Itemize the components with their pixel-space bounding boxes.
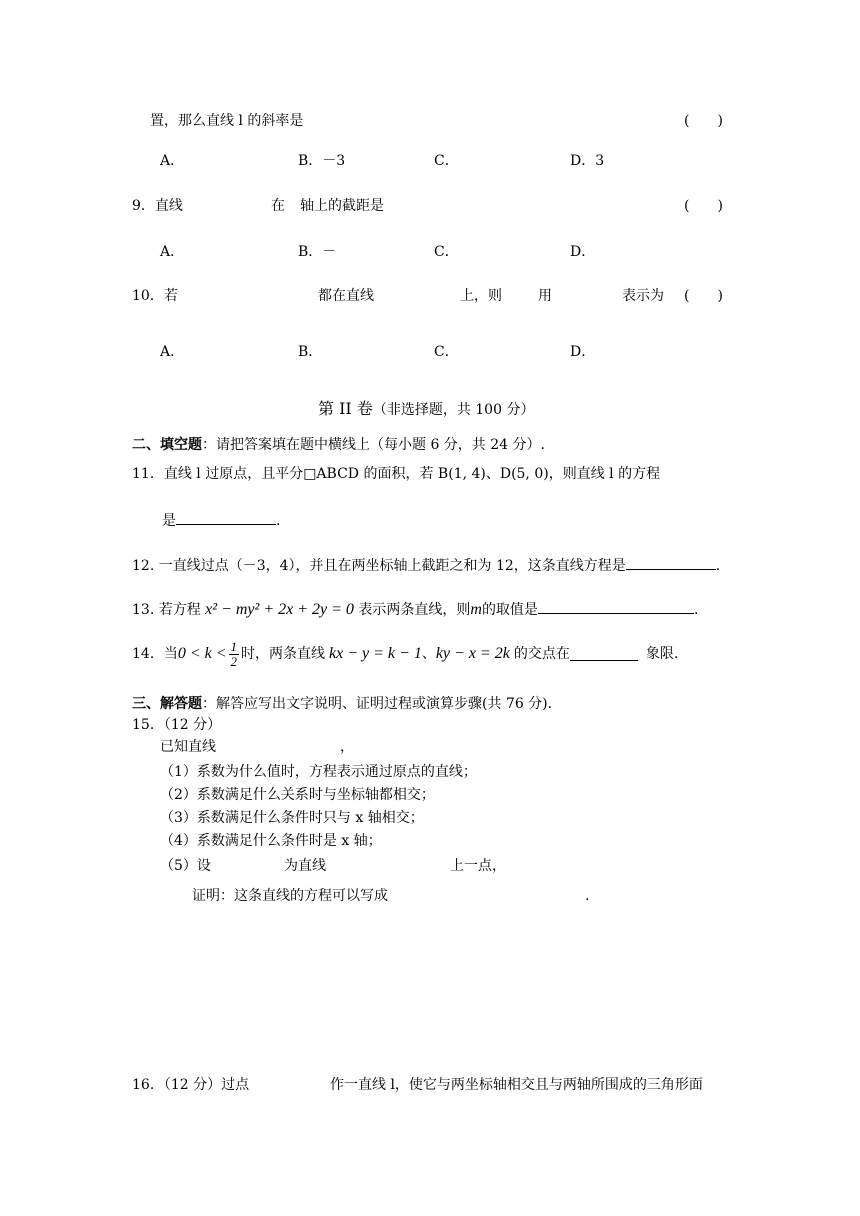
q15-item-2: （2）系数满足什么关系时与坐标轴都相交； <box>160 787 435 803</box>
section3-heading-line <box>132 697 552 711</box>
q13-end: . <box>693 602 699 618</box>
q9-option-a: A． <box>160 244 185 260</box>
section2-heading-line <box>132 438 545 452</box>
q8-stem: 置，那么直线 l 的斜率是 <box>150 113 304 129</box>
q14-separator: 、 <box>421 646 436 662</box>
part2-title <box>318 401 534 417</box>
q13-formula: x² − my² + 2x + 2y = 0 <box>205 601 354 618</box>
q15-proof-end: . <box>585 888 590 904</box>
q10-option-a: A． <box>160 344 185 360</box>
q9-text-1: 在 <box>271 198 285 214</box>
q12-answer-blank[interactable] <box>626 557 716 570</box>
q14-fraction-denominator: 2 <box>230 653 238 669</box>
q10-text-1: 都在直线 <box>318 288 374 304</box>
q10-text-3: 用 <box>538 288 552 304</box>
q8-option-c: C． <box>434 153 459 169</box>
section2-instructions: ：请把答案填在题中横线上（每小题 6 分，共 24 分）. <box>202 437 545 453</box>
section3-heading: 三、解答题 <box>132 696 202 712</box>
q15-item-5-prefix: （5）设 <box>160 858 211 874</box>
q15-intro-comma: ， <box>340 739 354 755</box>
q9-option-c: C． <box>434 244 459 260</box>
q15-item-3: （3）系数满足什么条件时只与 x 轴相交； <box>160 810 424 826</box>
part2-subtitle: （非选择题，共 100 分） <box>372 402 535 418</box>
q9-option-b: B．－ <box>298 244 337 260</box>
q8-option-b: B．－3 <box>298 153 346 169</box>
q8-option-a: A． <box>160 153 185 169</box>
q15-item-5-middle: 为直线 <box>284 858 326 874</box>
q9-number: 9．直线 <box>132 198 183 214</box>
q13-answer-blank[interactable] <box>538 601 694 614</box>
q8-answer-paren: ( ) <box>684 113 723 129</box>
q15-intro: 已知直线 <box>160 739 216 755</box>
q12-end: . <box>715 558 721 574</box>
q10-text-2: 上，则 <box>460 288 502 304</box>
q14-middle: 时，两条直线 <box>241 646 326 662</box>
q15-item-4: （4）系数满足什么条件时是 x 轴； <box>160 833 382 849</box>
section3-instructions: ：解答应写出文字说明、证明过程或演算步骤(共 76 分). <box>202 696 553 712</box>
q15-proof: 证明：这条直线的方程可以写成 <box>192 888 388 904</box>
q9-answer-paren: ( ) <box>684 198 723 214</box>
q13-line <box>132 601 698 618</box>
q13-variable: m <box>470 601 482 618</box>
q12-text: 12. 一直线过点（－3，4），并且在两坐标轴上截距之和为 12，这条直线方程是 <box>132 558 626 574</box>
q10-option-c: C． <box>434 344 459 360</box>
q13-suffix: 的取值是 <box>481 602 538 618</box>
q15-item-5-suffix: 上一点， <box>450 858 506 874</box>
q15-number: 15．（12 分） <box>132 717 222 733</box>
q14-prefix: 14．当 <box>132 646 178 662</box>
part2-title-text: 第 II 卷 <box>318 399 373 418</box>
q14-line <box>132 636 678 672</box>
q14-fraction-numerator: 1 <box>230 638 238 654</box>
q9-text-2: 轴上的截距是 <box>300 198 384 214</box>
q16-number: 16．（12 分）过点 <box>132 1077 250 1093</box>
q11-answer-blank[interactable] <box>176 512 276 525</box>
q8-option-d: D．3 <box>570 153 605 169</box>
q13-middle: 表示两条直线，则 <box>358 602 471 618</box>
q12-line <box>132 557 720 573</box>
q11-line1: 11．直线 l 过原点，且平分□ABCD 的面积，若 B(1, 4)、D(5, 0)，则直线 l 的方程 <box>132 466 661 482</box>
q11-line2-suffix: . <box>276 513 281 529</box>
section2-heading: 二、填空题 <box>132 437 202 453</box>
q10-answer-paren: ( ) <box>684 288 723 304</box>
q9-option-d: D． <box>570 244 596 260</box>
q14-equation-1: kx − y = k − 1 <box>329 645 422 662</box>
q16-text: 作一直线 l，使它与两坐标轴相交且与两轴所围成的三角形面 <box>330 1077 703 1093</box>
q13-prefix: 13. 若方程 <box>132 602 201 618</box>
q15-item-1: （1）系数为什么值时，方程表示通过原点的直线； <box>160 764 477 780</box>
q11-line2 <box>162 512 280 528</box>
q10-text-4: 表示为 <box>622 288 664 304</box>
q10-option-b: B． <box>298 344 323 360</box>
q14-equation-2: ky − x = 2k <box>435 645 510 662</box>
q10-option-d: D． <box>570 344 596 360</box>
q14-end: 象限. <box>645 646 679 662</box>
q11-line2-prefix: 是 <box>162 513 176 529</box>
q14-suffix: 的交点在 <box>513 646 570 662</box>
q10-number: 10．若 <box>132 288 178 304</box>
q14-inequality: 0 < k < <box>177 645 227 662</box>
q14-answer-blank[interactable] <box>570 648 638 661</box>
q14-fraction <box>229 640 240 668</box>
